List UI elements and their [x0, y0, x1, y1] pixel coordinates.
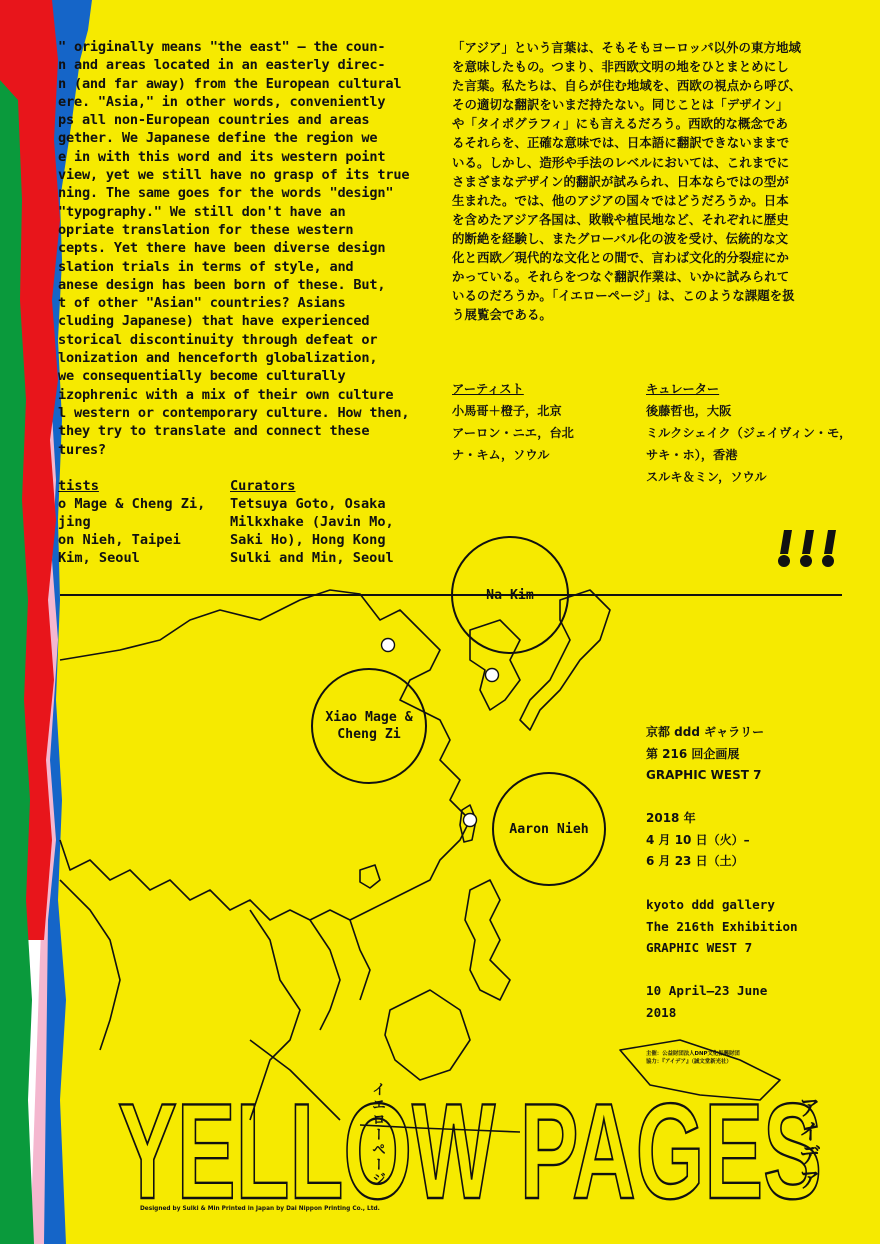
organizer-note: 主催：公益財団法人DNP文化振興財団 協力：『アイデア』（誠文堂新光社） — [646, 1051, 740, 1065]
map-philippines — [465, 880, 510, 1000]
title-yellow-pages — [110, 1080, 830, 1210]
intro-japanese: 「アジア」という言葉は、そもそもヨーロッパ以外の東方地域 を意味したもの。つまり、非西欧文明の地をひとまとめにし た言葉。私たちは、自らが住む地域を、西欧の視点から呼び、 その適切な翻訳をいまだ持たない。同じことは「デザイン」 や「タイポグラフィ」にも言えるだろう。西欧的な概念であ るそれらを、正確な意味では、日本語に翻訳できないままで いる。しかし、造形や手法のレベルにおいては、これまでに さまざまなデザイン的翻訳が試みられ、日本ならではの型が 生まれた。では、他のアジアの国々ではどうだろうか。日本 を含めたアジア各国は、敗戦や植民地など、それぞれに歴史 的断絶を経験し、またグローバル化の波を受け、伝統的な文 化と西欧／現代的な文化との間で、言わば文化的分裂症にか かっている。それらをつなぐ翻訳作業は、いかに試みられて いるのだろうか。「イエローページ」は、このような課題を扱 う展覧会である。 — [452, 40, 802, 323]
intro-english: " originally means "the east" — the coun- n and areas located in an easterly direc- n (and far away) from the European cultural ere. "Asia," in other words, conveniently ps all non-European countries and areas gether. We Japanese define the region we e in with this word and its western point view, yet we still have no grasp of its true ning. The same goes for the words "design" "typography." We still don't have an opriate translation for these western cepts. Yet there have been diverse design slation trials in terms of style, and anese design has been born of these. But, t of other "Asian" countries? Asians cluding Japanese) that have experienced storical discontinuity through defeat or lonization and henceforth globalization, we consequentially become culturally izophrenic with a mix of their own culture l western or contemporary culture. How then, they try to translate and connect these tures? — [58, 39, 410, 458]
circle-aaron-nieh: Aaron Nieh — [492, 772, 606, 886]
artists-jp-block — [452, 380, 642, 466]
curators-jp-block — [646, 380, 856, 488]
ddd-logo — [776, 526, 842, 570]
circle-xiao-mage-cheng-zi: Xiao Mage & Cheng Zi — [311, 668, 427, 784]
artists-en-block — [58, 478, 228, 567]
info-jp-dates: 2018 年 4 月 10 日（火）– 6 月 23 日（土） — [646, 811, 750, 868]
artists-jp-title: アーティスト — [452, 382, 524, 396]
curators-en-list: Tetsuya Goto, Osaka Milkxhake (Javin Mo, Saki Ho), Hong Kong Sulki and Min, Seoul — [230, 496, 394, 566]
artists-en-list: o Mage & Cheng Zi, jing on Nieh, Taipei Kim, Seoul — [58, 496, 206, 566]
info-en-venue: kyoto ddd gallery The 216th Exhibition GRAPHIC WEST 7 — [646, 897, 798, 955]
info-jp-venue: 京都 ddd ギャラリー 第 216 回企画展 GRAPHIC WEST 7 — [646, 725, 765, 782]
credit-line: Designed by Sulki & Min Printed in Japan by Dai Nippon Printing Co., Ltd. — [140, 1206, 380, 1212]
title-main-text: YELLOW PAGES — [118, 1080, 822, 1210]
map-borneo — [385, 990, 470, 1080]
curators-en-block — [230, 478, 450, 567]
title-kana: イエローページ — [370, 1082, 386, 1187]
idea-magazine-logo: アイデア — [795, 1096, 820, 1192]
curators-jp-list: 後藤哲也，大阪 ミルクシェイク（ジェイヴィン・モ， サキ・ホ），香港 スルキ＆ミン，ソウル — [646, 404, 852, 484]
info-en-dates: 10 April—23 June 2018 — [646, 983, 768, 1020]
map-india-coast — [60, 880, 120, 1050]
artists-en-title: tists — [58, 478, 99, 494]
map-hainan — [360, 865, 380, 888]
artists-jp-list: 小馬哥＋橙子，北京 アーロン・ニエ，台北 ナ・キム，ソウル — [452, 404, 574, 462]
circle-na-kim: Na Kim — [451, 536, 569, 654]
curators-jp-title: キュレーター — [646, 382, 720, 396]
curators-en-title: Curators — [230, 478, 296, 494]
